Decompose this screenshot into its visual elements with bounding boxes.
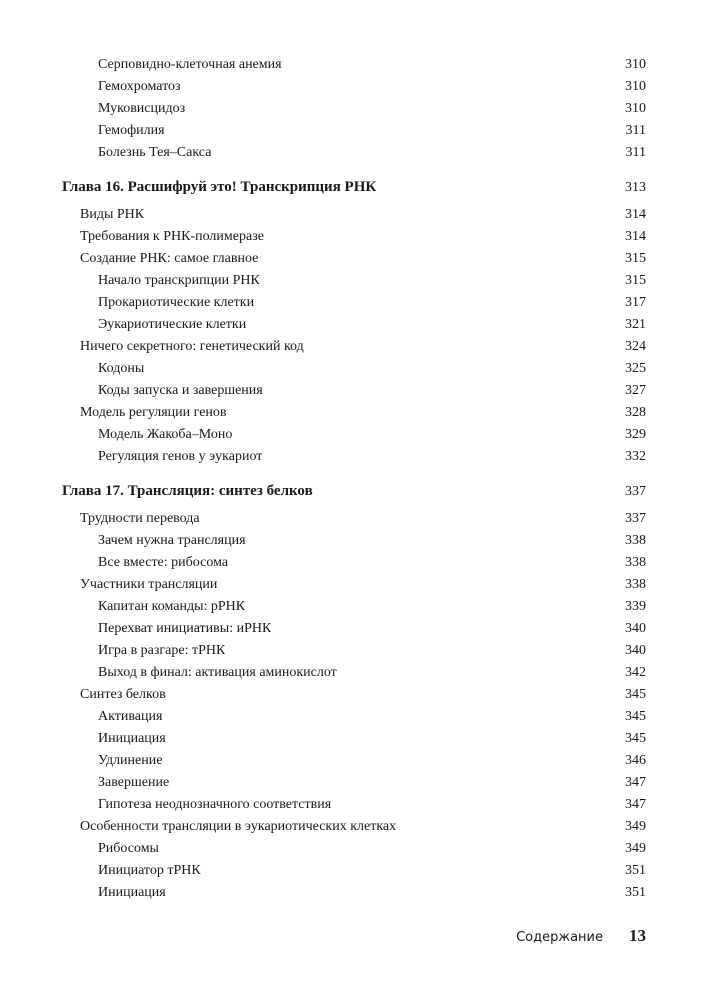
toc-page-number: 321 [625,317,646,332]
toc-page-number: 314 [625,229,646,244]
toc-entry-row [62,98,646,120]
toc-page-number: 315 [625,251,646,266]
footer-section-title: Содержание [516,930,603,945]
toc-entry-row [62,662,646,684]
toc-page-number: 345 [625,709,646,724]
toc-entry-row [62,402,646,424]
toc-entry-title: Зачем нужна трансляция [98,533,246,548]
toc-page-number: 314 [625,207,646,222]
toc-entry-title: Гипотеза неоднозначного соответствия [98,797,332,812]
toc-page-number: 342 [625,665,646,680]
toc-page-number: 327 [625,383,646,398]
toc-entry-row [62,76,646,98]
toc-page-number: 311 [625,123,646,138]
toc-page-number: 345 [625,687,646,702]
toc-page-number: 347 [625,797,646,812]
toc-entry-row [62,446,646,468]
toc-page-number: 345 [625,731,646,746]
toc-page-number: 349 [625,819,646,834]
toc-entry-row [62,750,646,772]
toc-entry-title: Удлинение [98,753,163,768]
toc-entry-title: Ничего секретного: генетический код [80,339,304,354]
toc-entry-title: Все вместе: рибосома [98,555,229,570]
toc-page-number: 310 [625,57,646,72]
toc-entry-title: Завершение [98,775,170,790]
toc-entry-title: Инициация [98,885,166,900]
toc-page-number: 325 [625,361,646,376]
toc-entry-row [62,508,646,530]
toc-page-number: 337 [625,511,646,526]
toc-entry-row [62,882,646,904]
toc-page-number: 317 [625,295,646,310]
toc-entry-row [62,142,646,164]
toc-entry-title: Особенности трансляции в эукариотических клетках [80,819,397,834]
toc-entry-row [62,816,646,838]
toc-page-number: 351 [625,885,646,900]
toc-entry-title: Коды запуска и завершения [98,383,263,398]
toc-page-number: 310 [625,79,646,94]
toc-entry-row [62,292,646,314]
toc-entry-row [62,772,646,794]
toc-entry-row [62,596,646,618]
toc-page-number: 339 [625,599,646,614]
toc-entry-row [62,270,646,292]
toc-page-number: 347 [625,775,646,790]
toc-entry-title: Активация [98,709,163,724]
toc-page-number: 315 [625,273,646,288]
toc-entry-title: Виды РНК [80,207,145,222]
page-footer [0,926,646,946]
toc-entry-title: Капитан команды: рРНК [98,599,246,614]
toc-entry-title: Болезнь Тея–Сакса [98,145,212,160]
toc-entry-title: Муковисцидоз [98,101,186,116]
toc-entry-row [62,380,646,402]
toc-entry-row [62,204,646,226]
toc-entry-row [62,358,646,380]
toc-page-number: 349 [625,841,646,856]
toc-chapter-row [62,176,646,198]
toc-entry-row [62,684,646,706]
toc-entry-row [62,552,646,574]
toc-page-number: 311 [625,145,646,160]
toc-entry-title: Гемофилия [98,123,165,138]
toc-entry-row [62,860,646,882]
toc-entry-title: Регуляция генов у эукариот [98,449,263,464]
toc-page-number: 328 [625,405,646,420]
toc-entry-title: Трудности перевода [80,511,200,526]
toc-entry-title: Начало транскрипции РНК [98,273,260,288]
toc-entry-title: Прокариотические клетки [98,295,255,310]
toc-entry-title: Гемохроматоз [98,79,181,94]
toc-page-number: 313 [625,180,646,195]
toc-page-number: 337 [625,484,646,499]
toc-entry-row [62,424,646,446]
toc-page-number: 346 [625,753,646,768]
toc-entry-row [62,706,646,728]
toc-page-number: 332 [625,449,646,464]
toc-page-number: 329 [625,427,646,442]
toc-entry-title: Модель регуляции генов [80,405,227,420]
toc-chapter-row [62,480,646,502]
toc-page-number: 338 [625,533,646,548]
table-of-contents [62,54,646,904]
toc-entry-title: Перехват инициативы: иРНК [98,621,272,636]
toc-entry-row [62,728,646,750]
toc-entry-row [62,54,646,76]
toc-entry-row [62,794,646,816]
toc-entry-row [62,530,646,552]
toc-entry-row [62,336,646,358]
toc-page-number: 324 [625,339,646,354]
toc-entry-title: Требования к РНК-полимеразе [80,229,264,244]
toc-entry-title: Рибосомы [98,841,159,856]
footer-page-number: 13 [629,926,646,945]
toc-entry-title: Выход в финал: активация аминокислот [98,665,337,680]
toc-chapter-title: Глава 16. Расшифруй это! Транскрипция РНК [62,179,377,195]
toc-page-number: 351 [625,863,646,878]
toc-entry-row [62,120,646,142]
toc-entry-title: Эукариотические клетки [98,317,247,332]
toc-page-number: 338 [625,555,646,570]
toc-entry-title: Инициатор тРНК [98,863,201,878]
toc-entry-title: Кодоны [98,361,145,376]
toc-entry-title: Синтез белков [80,687,166,702]
toc-entry-row [62,226,646,248]
toc-entry-title: Серповидно-клеточная анемия [98,57,282,72]
toc-entry-title: Участники трансляции [80,577,218,592]
toc-entry-row [62,618,646,640]
toc-entry-row [62,640,646,662]
toc-entry-row [62,838,646,860]
toc-page-number: 338 [625,577,646,592]
toc-entry-row [62,574,646,596]
toc-entry-title: Модель Жакоба–Моно [98,427,233,442]
toc-page-number: 340 [625,621,646,636]
toc-entry-title: Игра в разгаре: тРНК [98,643,226,658]
toc-entry-title: Создание РНК: самое главное [80,251,259,266]
toc-chapter-title: Глава 17. Трансляция: синтез белков [62,483,313,499]
toc-entry-title: Инициация [98,731,166,746]
toc-entry-row [62,248,646,270]
toc-page-number: 340 [625,643,646,658]
toc-page-number: 310 [625,101,646,116]
toc-entry-row [62,314,646,336]
